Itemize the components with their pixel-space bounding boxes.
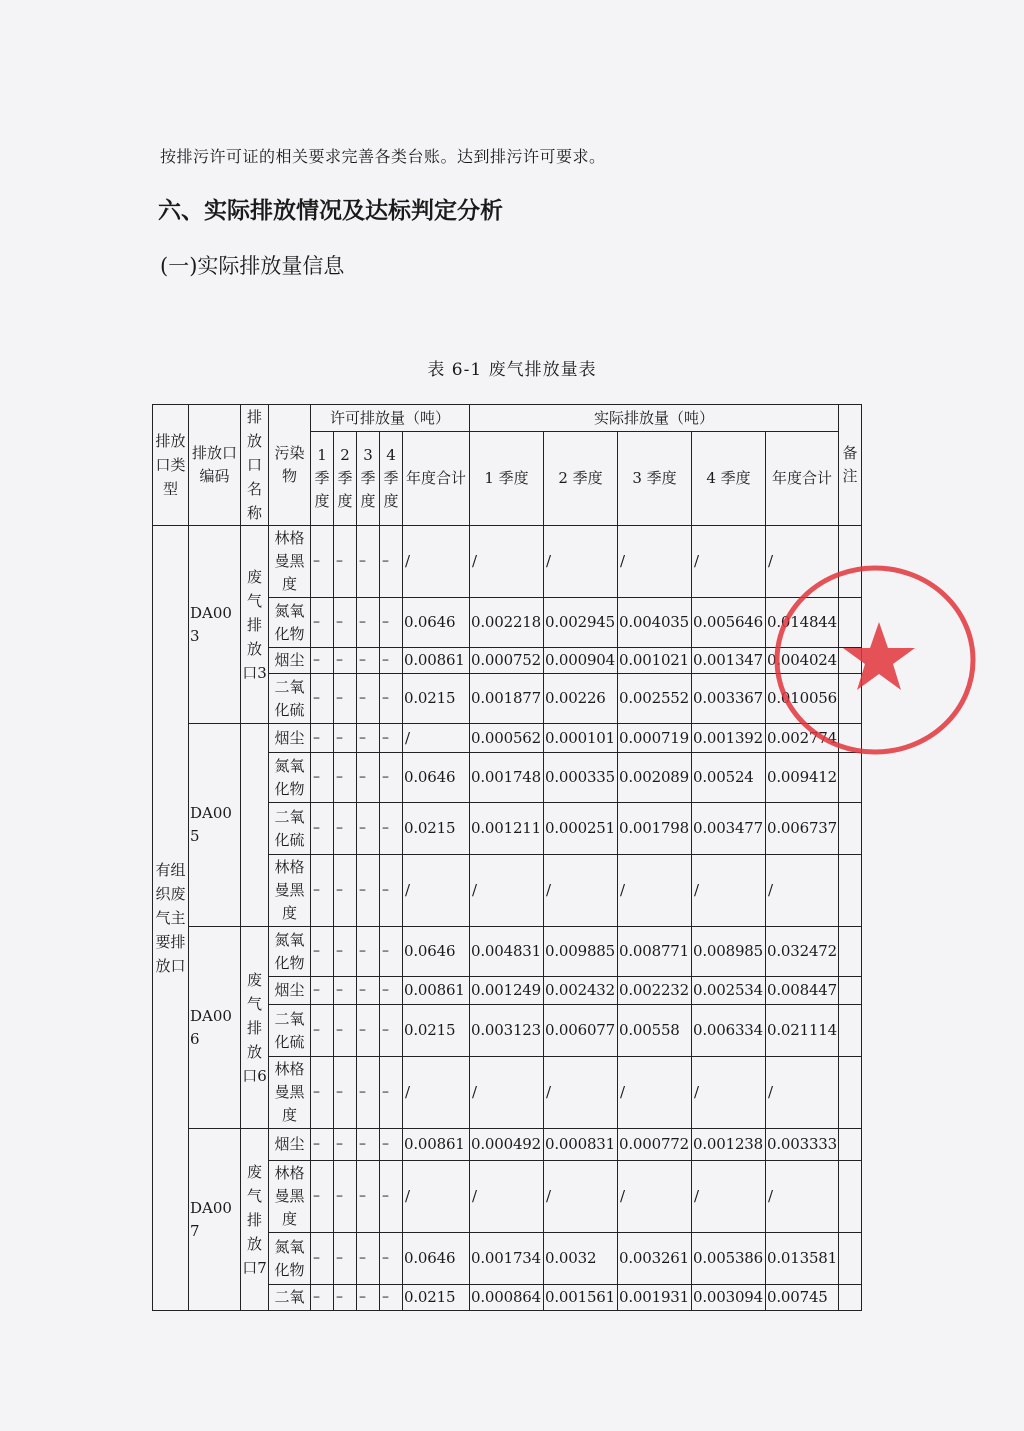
pollutant-cell: 林格曼黑度 [269, 1057, 311, 1129]
permit-quarter-cell: – [380, 977, 403, 1005]
permit-quarter-cell: – [357, 1285, 380, 1311]
actual-q3-cell: 0.001931 [618, 1285, 692, 1311]
emission-table [152, 404, 862, 1311]
actual-q2-cell: 0.009885 [544, 927, 618, 977]
actual-q3-cell: 0.003261 [618, 1233, 692, 1285]
permit-quarter-cell: – [380, 1057, 403, 1129]
header-actual-group: 实际排放量（吨） [470, 405, 839, 432]
permit-annual-cell: / [403, 1057, 470, 1129]
actual-annual-cell: 0.009412 [766, 753, 839, 803]
permit-annual-cell: 0.0646 [403, 927, 470, 977]
permit-annual-cell: 0.0215 [403, 1005, 470, 1057]
pollutant-cell: 烟尘 [269, 724, 311, 753]
actual-q3-cell: 0.008771 [618, 927, 692, 977]
actual-q2-cell: 0.006077 [544, 1005, 618, 1057]
remark-cell [839, 977, 862, 1005]
permit-quarter-cell: – [357, 1233, 380, 1285]
actual-annual-cell: 0.006737 [766, 803, 839, 855]
permit-quarter-cell: – [357, 648, 380, 674]
actual-q4-cell: 0.003477 [692, 803, 766, 855]
actual-q3-cell: / [618, 1161, 692, 1233]
section-title: 六、实际排放情况及达标判定分析 [158, 198, 503, 224]
permit-annual-cell: 0.00861 [403, 977, 470, 1005]
table-row [153, 927, 862, 977]
actual-q4-cell: / [692, 1161, 766, 1233]
permit-annual-cell: 0.0646 [403, 753, 470, 803]
permit-quarter-cell: – [357, 855, 380, 927]
permit-quarter-cell: – [311, 1285, 334, 1311]
permit-quarter-cell: – [311, 803, 334, 855]
actual-q3-cell: 0.001021 [618, 648, 692, 674]
pollutant-cell: 二氧化硫 [269, 803, 311, 855]
permit-quarter-cell: – [311, 855, 334, 927]
actual-q1-cell: 0.003123 [470, 1005, 544, 1057]
permit-annual-cell: 0.0215 [403, 674, 470, 724]
remark-cell [839, 1161, 862, 1233]
permit-quarter-cell: – [311, 927, 334, 977]
permit-quarter-cell: – [334, 598, 357, 648]
actual-q2-cell: / [544, 1057, 618, 1129]
header-pollutant: 污染物 [269, 405, 311, 526]
permit-quarter-cell: – [311, 1233, 334, 1285]
permit-quarter-cell: – [334, 803, 357, 855]
permit-quarter-cell: – [380, 753, 403, 803]
actual-q1-cell: 0.000562 [470, 724, 544, 753]
remark-cell [839, 753, 862, 803]
pollutant-cell: 烟尘 [269, 1129, 311, 1161]
subsection-title: (一)实际排放量信息 [160, 254, 345, 278]
actual-annual-cell: / [766, 526, 839, 598]
actual-annual-cell: 0.002774 [766, 724, 839, 753]
permit-quarter-cell: – [380, 1129, 403, 1161]
actual-q4-cell: 0.003094 [692, 1285, 766, 1311]
actual-q3-cell: 0.002089 [618, 753, 692, 803]
permit-quarter-cell: – [357, 1057, 380, 1129]
actual-q3-cell: 0.002552 [618, 674, 692, 724]
actual-q1-cell: 0.000492 [470, 1129, 544, 1161]
actual-q1-cell: 0.000864 [470, 1285, 544, 1311]
actual-q2-cell: 0.002945 [544, 598, 618, 648]
outlet-type-cell: 有组织废气主要排放口 [153, 526, 189, 1311]
actual-annual-cell: / [766, 1161, 839, 1233]
actual-annual-cell: / [766, 855, 839, 927]
permit-quarter-cell: – [380, 598, 403, 648]
actual-q1-cell: / [470, 1057, 544, 1129]
intro-text: 按排污许可证的相关要求完善各类台账。达到排污许可要求。 [160, 147, 606, 166]
actual-q2-cell: 0.000251 [544, 803, 618, 855]
header-actual-q3: 3 季度 [618, 432, 692, 526]
header-actual-q1: 1 季度 [470, 432, 544, 526]
permit-annual-cell: 0.0646 [403, 598, 470, 648]
header-actual-annual: 年度合计 [766, 432, 839, 526]
actual-annual-cell: 0.032472 [766, 927, 839, 977]
permit-quarter-cell: – [311, 1005, 334, 1057]
actual-q1-cell: 0.001748 [470, 753, 544, 803]
actual-q2-cell: 0.001561 [544, 1285, 618, 1311]
outlet-name-cell: 废气排放口7 [241, 1129, 269, 1311]
header-outlet-name: 排放口名称 [241, 405, 269, 526]
remark-cell [839, 855, 862, 927]
actual-q1-cell: 0.000752 [470, 648, 544, 674]
actual-q3-cell: 0.001798 [618, 803, 692, 855]
remark-cell [839, 1005, 862, 1057]
permit-quarter-cell: – [380, 855, 403, 927]
table-row [153, 724, 862, 753]
actual-q2-cell: 0.000904 [544, 648, 618, 674]
actual-q4-cell: / [692, 526, 766, 598]
remark-cell [839, 1233, 862, 1285]
permit-quarter-cell: – [311, 526, 334, 598]
pollutant-cell: 二氧化硫 [269, 674, 311, 724]
permit-quarter-cell: – [334, 1285, 357, 1311]
actual-q4-cell: 0.006334 [692, 1005, 766, 1057]
permit-quarter-cell: – [380, 526, 403, 598]
actual-annual-cell: 0.010056 [766, 674, 839, 724]
actual-annual-cell: 0.008447 [766, 977, 839, 1005]
permit-annual-cell: 0.00861 [403, 1129, 470, 1161]
permit-quarter-cell: – [357, 526, 380, 598]
header-outlet-code: 排放口编码 [189, 405, 241, 526]
permit-quarter-cell: – [357, 977, 380, 1005]
permit-quarter-cell: – [311, 1129, 334, 1161]
actual-q1-cell: 0.001877 [470, 674, 544, 724]
actual-q3-cell: 0.000772 [618, 1129, 692, 1161]
actual-q4-cell: 0.001347 [692, 648, 766, 674]
permit-quarter-cell: – [357, 1161, 380, 1233]
table-caption: 表 6-1 废气排放量表 [427, 360, 597, 380]
permit-quarter-cell: – [334, 927, 357, 977]
remark-cell [839, 674, 862, 724]
table-row [153, 1129, 862, 1161]
permit-quarter-cell: – [380, 1285, 403, 1311]
header-remark: 备注 [839, 405, 862, 526]
permit-quarter-cell: – [311, 1161, 334, 1233]
permit-quarter-cell: – [311, 977, 334, 1005]
permit-quarter-cell: – [357, 1129, 380, 1161]
remark-cell [839, 724, 862, 753]
remark-cell [839, 1057, 862, 1129]
actual-q1-cell: / [470, 855, 544, 927]
permit-quarter-cell: – [311, 598, 334, 648]
actual-q4-cell: / [692, 855, 766, 927]
permit-annual-cell: / [403, 1161, 470, 1233]
header-permit-q2: 2季度 [334, 432, 357, 526]
permit-quarter-cell: – [311, 674, 334, 724]
actual-q1-cell: 0.001211 [470, 803, 544, 855]
header-permit-q3: 3季度 [357, 432, 380, 526]
actual-q3-cell: / [618, 526, 692, 598]
actual-q1-cell: 0.001249 [470, 977, 544, 1005]
actual-q1-cell: 0.001734 [470, 1233, 544, 1285]
permit-quarter-cell: – [380, 724, 403, 753]
permit-quarter-cell: – [357, 927, 380, 977]
permit-quarter-cell: – [334, 1233, 357, 1285]
actual-q1-cell: 0.004831 [470, 927, 544, 977]
actual-q2-cell: / [544, 526, 618, 598]
actual-q2-cell: 0.0032 [544, 1233, 618, 1285]
permit-quarter-cell: – [334, 674, 357, 724]
permit-quarter-cell: – [380, 927, 403, 977]
remark-cell [839, 1285, 862, 1311]
remark-cell [839, 526, 862, 598]
permit-annual-cell: 0.00861 [403, 648, 470, 674]
pollutant-cell: 氮氧化物 [269, 927, 311, 977]
actual-annual-cell: 0.003333 [766, 1129, 839, 1161]
permit-quarter-cell: – [357, 1005, 380, 1057]
pollutant-cell: 烟尘 [269, 648, 311, 674]
header-permit-q1: 1季度 [311, 432, 334, 526]
permit-quarter-cell: – [334, 753, 357, 803]
permit-quarter-cell: – [380, 648, 403, 674]
actual-q4-cell: 0.001238 [692, 1129, 766, 1161]
header-outlet-type: 排放口类型 [153, 405, 189, 526]
permit-quarter-cell: – [334, 526, 357, 598]
permit-quarter-cell: – [334, 855, 357, 927]
permit-quarter-cell: – [357, 674, 380, 724]
header-permit-q4: 4季度 [380, 432, 403, 526]
pollutant-cell: 二氧化硫 [269, 1005, 311, 1057]
outlet-name-cell: 废气排放口6 [241, 927, 269, 1129]
actual-q1-cell: / [470, 526, 544, 598]
actual-annual-cell: 0.014844 [766, 598, 839, 648]
permit-quarter-cell: – [380, 1161, 403, 1233]
pollutant-cell: 氮氧化物 [269, 598, 311, 648]
actual-q4-cell: / [692, 1057, 766, 1129]
actual-q2-cell: 0.000101 [544, 724, 618, 753]
permit-quarter-cell: – [334, 724, 357, 753]
permit-quarter-cell: – [334, 1161, 357, 1233]
permit-annual-cell: 0.0646 [403, 1233, 470, 1285]
actual-q4-cell: 0.008985 [692, 927, 766, 977]
permit-quarter-cell: – [311, 724, 334, 753]
actual-q3-cell: 0.002232 [618, 977, 692, 1005]
permit-quarter-cell: – [357, 803, 380, 855]
actual-annual-cell: 0.00745 [766, 1285, 839, 1311]
remark-cell [839, 1129, 862, 1161]
outlet-code-cell: DA006 [189, 927, 241, 1129]
permit-quarter-cell: – [380, 1005, 403, 1057]
actual-annual-cell: 0.021114 [766, 1005, 839, 1057]
actual-q2-cell: 0.000335 [544, 753, 618, 803]
header-actual-q4: 4 季度 [692, 432, 766, 526]
outlet-code-cell: DA007 [189, 1129, 241, 1311]
remark-cell [839, 648, 862, 674]
permit-quarter-cell: – [380, 803, 403, 855]
header-permit-group: 许可排放量（吨） [311, 405, 470, 432]
header-permit-annual: 年度合计 [403, 432, 470, 526]
permit-quarter-cell: – [357, 598, 380, 648]
permit-quarter-cell: – [311, 1057, 334, 1129]
actual-q4-cell: 0.003367 [692, 674, 766, 724]
actual-q2-cell: / [544, 855, 618, 927]
outlet-name-cell: 废气排放口3 [241, 526, 269, 724]
permit-quarter-cell: – [334, 1129, 357, 1161]
pollutant-cell: 林格曼黑度 [269, 855, 311, 927]
header-actual-q2: 2 季度 [544, 432, 618, 526]
permit-quarter-cell: – [334, 1005, 357, 1057]
actual-q3-cell: / [618, 1057, 692, 1129]
permit-quarter-cell: – [334, 1057, 357, 1129]
permit-quarter-cell: – [334, 977, 357, 1005]
pollutant-cell: 林格曼黑度 [269, 526, 311, 598]
permit-quarter-cell: – [311, 648, 334, 674]
actual-q2-cell: 0.000831 [544, 1129, 618, 1161]
remark-cell [839, 598, 862, 648]
actual-q1-cell: / [470, 1161, 544, 1233]
actual-q1-cell: 0.002218 [470, 598, 544, 648]
permit-annual-cell: / [403, 724, 470, 753]
permit-quarter-cell: – [357, 753, 380, 803]
remark-cell [839, 927, 862, 977]
permit-quarter-cell: – [311, 753, 334, 803]
table-row [153, 526, 862, 598]
pollutant-cell: 林格曼黑度 [269, 1161, 311, 1233]
pollutant-cell: 二氧 [269, 1285, 311, 1311]
permit-annual-cell: 0.0215 [403, 803, 470, 855]
permit-annual-cell: / [403, 526, 470, 598]
actual-annual-cell: / [766, 1057, 839, 1129]
actual-q2-cell: / [544, 1161, 618, 1233]
actual-q4-cell: 0.002534 [692, 977, 766, 1005]
permit-quarter-cell: – [357, 724, 380, 753]
actual-annual-cell: 0.004024 [766, 648, 839, 674]
actual-annual-cell: 0.013581 [766, 1233, 839, 1285]
actual-q2-cell: 0.00226 [544, 674, 618, 724]
actual-q3-cell: 0.00558 [618, 1005, 692, 1057]
actual-q3-cell: 0.004035 [618, 598, 692, 648]
actual-q4-cell: 0.00524 [692, 753, 766, 803]
permit-quarter-cell: – [334, 648, 357, 674]
remark-cell [839, 803, 862, 855]
actual-q2-cell: 0.002432 [544, 977, 618, 1005]
actual-q3-cell: 0.000719 [618, 724, 692, 753]
permit-annual-cell: / [403, 855, 470, 927]
permit-quarter-cell: – [380, 674, 403, 724]
actual-q3-cell: / [618, 855, 692, 927]
outlet-name-cell [241, 724, 269, 927]
outlet-code-cell: DA005 [189, 724, 241, 927]
outlet-code-cell: DA003 [189, 526, 241, 724]
pollutant-cell: 烟尘 [269, 977, 311, 1005]
pollutant-cell: 氮氧化物 [269, 753, 311, 803]
permit-annual-cell: 0.0215 [403, 1285, 470, 1311]
pollutant-cell: 氮氧化物 [269, 1233, 311, 1285]
actual-q4-cell: 0.005386 [692, 1233, 766, 1285]
actual-q4-cell: 0.001392 [692, 724, 766, 753]
permit-quarter-cell: – [380, 1233, 403, 1285]
actual-q4-cell: 0.005646 [692, 598, 766, 648]
